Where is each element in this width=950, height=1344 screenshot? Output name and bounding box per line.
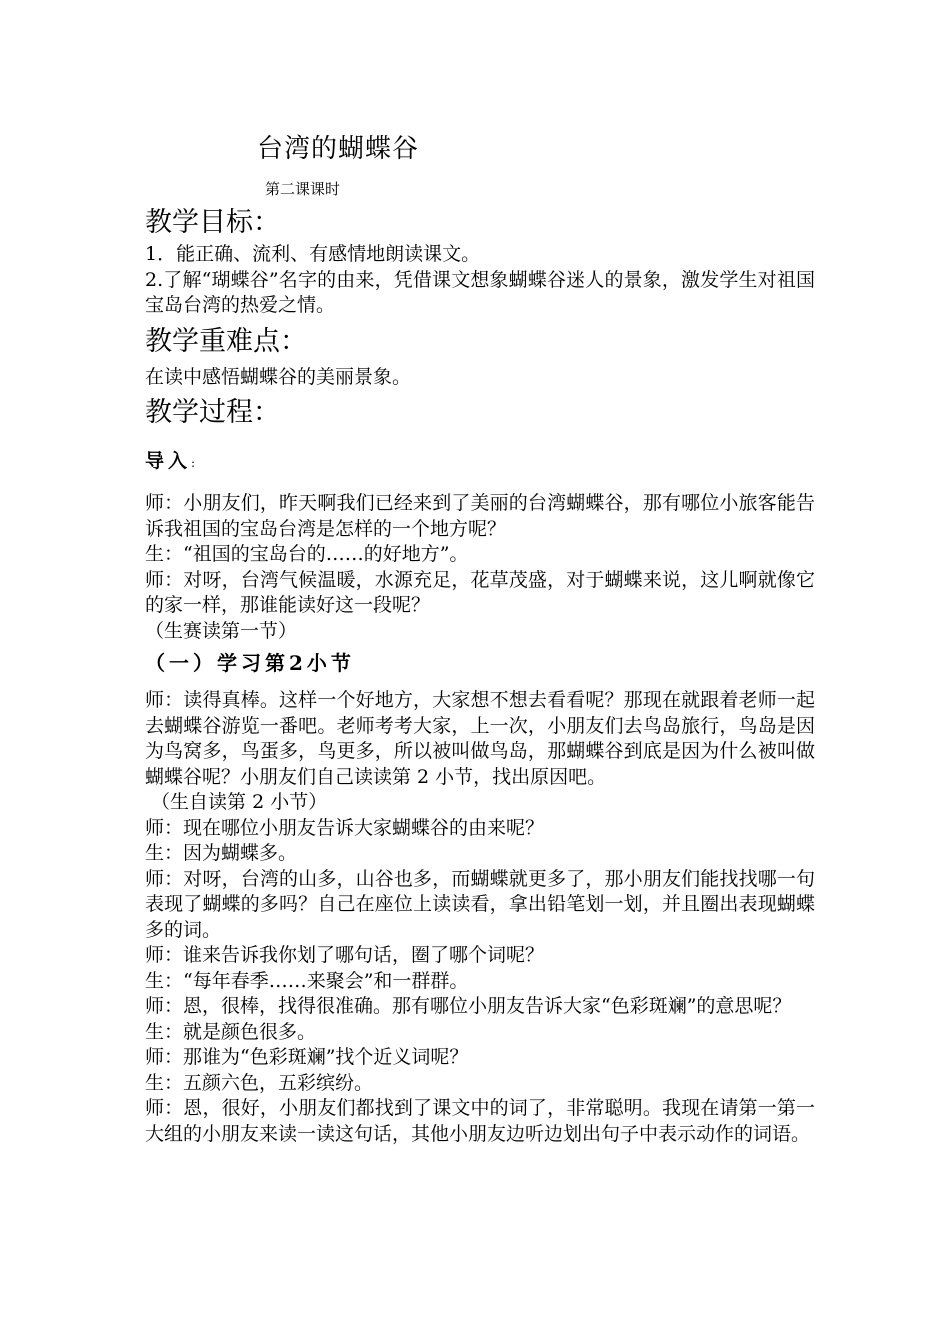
intro-label (145, 446, 815, 473)
dialogue-line: 师：对呀，台湾气候温暖，水源充足，花草茂盛，对于蝴蝶来说，这儿啊就像它的家一样，那谁能读好这一段呢？ (145, 568, 815, 616)
intro-dialogue (145, 491, 815, 644)
dialogue-line: 生：五颜六色，五彩缤纷。 (145, 1071, 374, 1094)
objective-item: 1．能正确、流利、有感情地朗读课文。 (145, 243, 481, 265)
keypoints-text: 在读中感悟蝴蝶谷的美丽景象。 (145, 365, 412, 388)
dialogue-line: 师：对呀，台湾的山多，山谷也多，而蝴蝶就更多了，那小朋友们能找找哪一句表现了蝴蝶的多吗？自己在座位上读读看，拿出铅笔划一划，并且圈出表现蝴蝶多的词。 (145, 867, 815, 941)
dialogue-line: 师：谁来告诉我你划了哪句话，圈了哪个词呢？ (145, 944, 545, 966)
dialogue-line: （生赛读第一节） (145, 619, 298, 642)
dialogue-line: （生自读第 2 小节） (145, 791, 328, 813)
objective-item: 2.了解“瑚蝶谷”名字的由来，凭借课文想象蝴蝶谷迷人的景象，激发学生对祖国宝岛台湾的热爱之情。 (145, 268, 815, 316)
document-body (145, 204, 815, 1147)
dialogue-line: 生：“每年春季……来聚会”和一群群。 (145, 969, 469, 992)
section-heading: （一）学习第2小节 (145, 651, 355, 675)
intro-label-colon: : (191, 456, 196, 470)
dialogue-line: 师：现在哪位小朋友告诉大家蝴蝶谷的由来呢？ (145, 816, 545, 839)
dialogue-line: 师：读得真棒。这样一个好地方，大家想不想去看看呢？那现在就跟着老师一起去蝴蝶谷游览一番吧。老师考考大家，上一次，小朋友们去鸟岛旅行，鸟岛是因为鸟窝多，鸟蛋多，鸟更多，所以被叫做鸟岛，那蝴蝶谷到底是因为什么被叫做蝴蝶谷呢？小朋友们自己读读第 2 小节，找出原因吧。 (145, 689, 815, 788)
dialogue-line: 师：恩，很好，小朋友们都找到了课文中的词了，非常聪明。我现在请第一第一大组的小朋友来读一读这句话，其他小朋友边听边划出句子中表示动作的词语。 (145, 1097, 815, 1145)
dialogue-line: 生：“祖国的宝岛台的……的好地方”。 (145, 543, 469, 565)
dialogue-line: 师：那谁为“色彩斑斓”找个近义词呢？ (145, 1046, 469, 1068)
document-title: 台湾的蝴蝶谷 (257, 134, 420, 164)
process-heading: 教学过程： (145, 397, 280, 428)
section-dialogue (145, 688, 815, 1147)
objectives-heading: 教学目标： (145, 207, 280, 238)
intro-label-text: 导入 (145, 450, 192, 472)
keypoints-heading: 教学重难点： (145, 325, 307, 357)
dialogue-line: 生：因为蝴蝶多。 (145, 842, 298, 864)
dialogue-line: 师：小朋友们，昨天啊我们已经来到了美丽的台湾蝴蝶谷，那有哪位小旅客能告诉我祖国的宝岛台湾是怎样的一个地方呢？ (145, 492, 815, 540)
lesson-period: 第二课课时 (265, 180, 341, 198)
dialogue-line: 生：就是颜色很多。 (145, 1020, 317, 1043)
dialogue-line: 师：恩，很棒，找得很准确。那有哪位小朋友告诉大家“色彩斑斓”的意思呢？ (145, 995, 792, 1017)
